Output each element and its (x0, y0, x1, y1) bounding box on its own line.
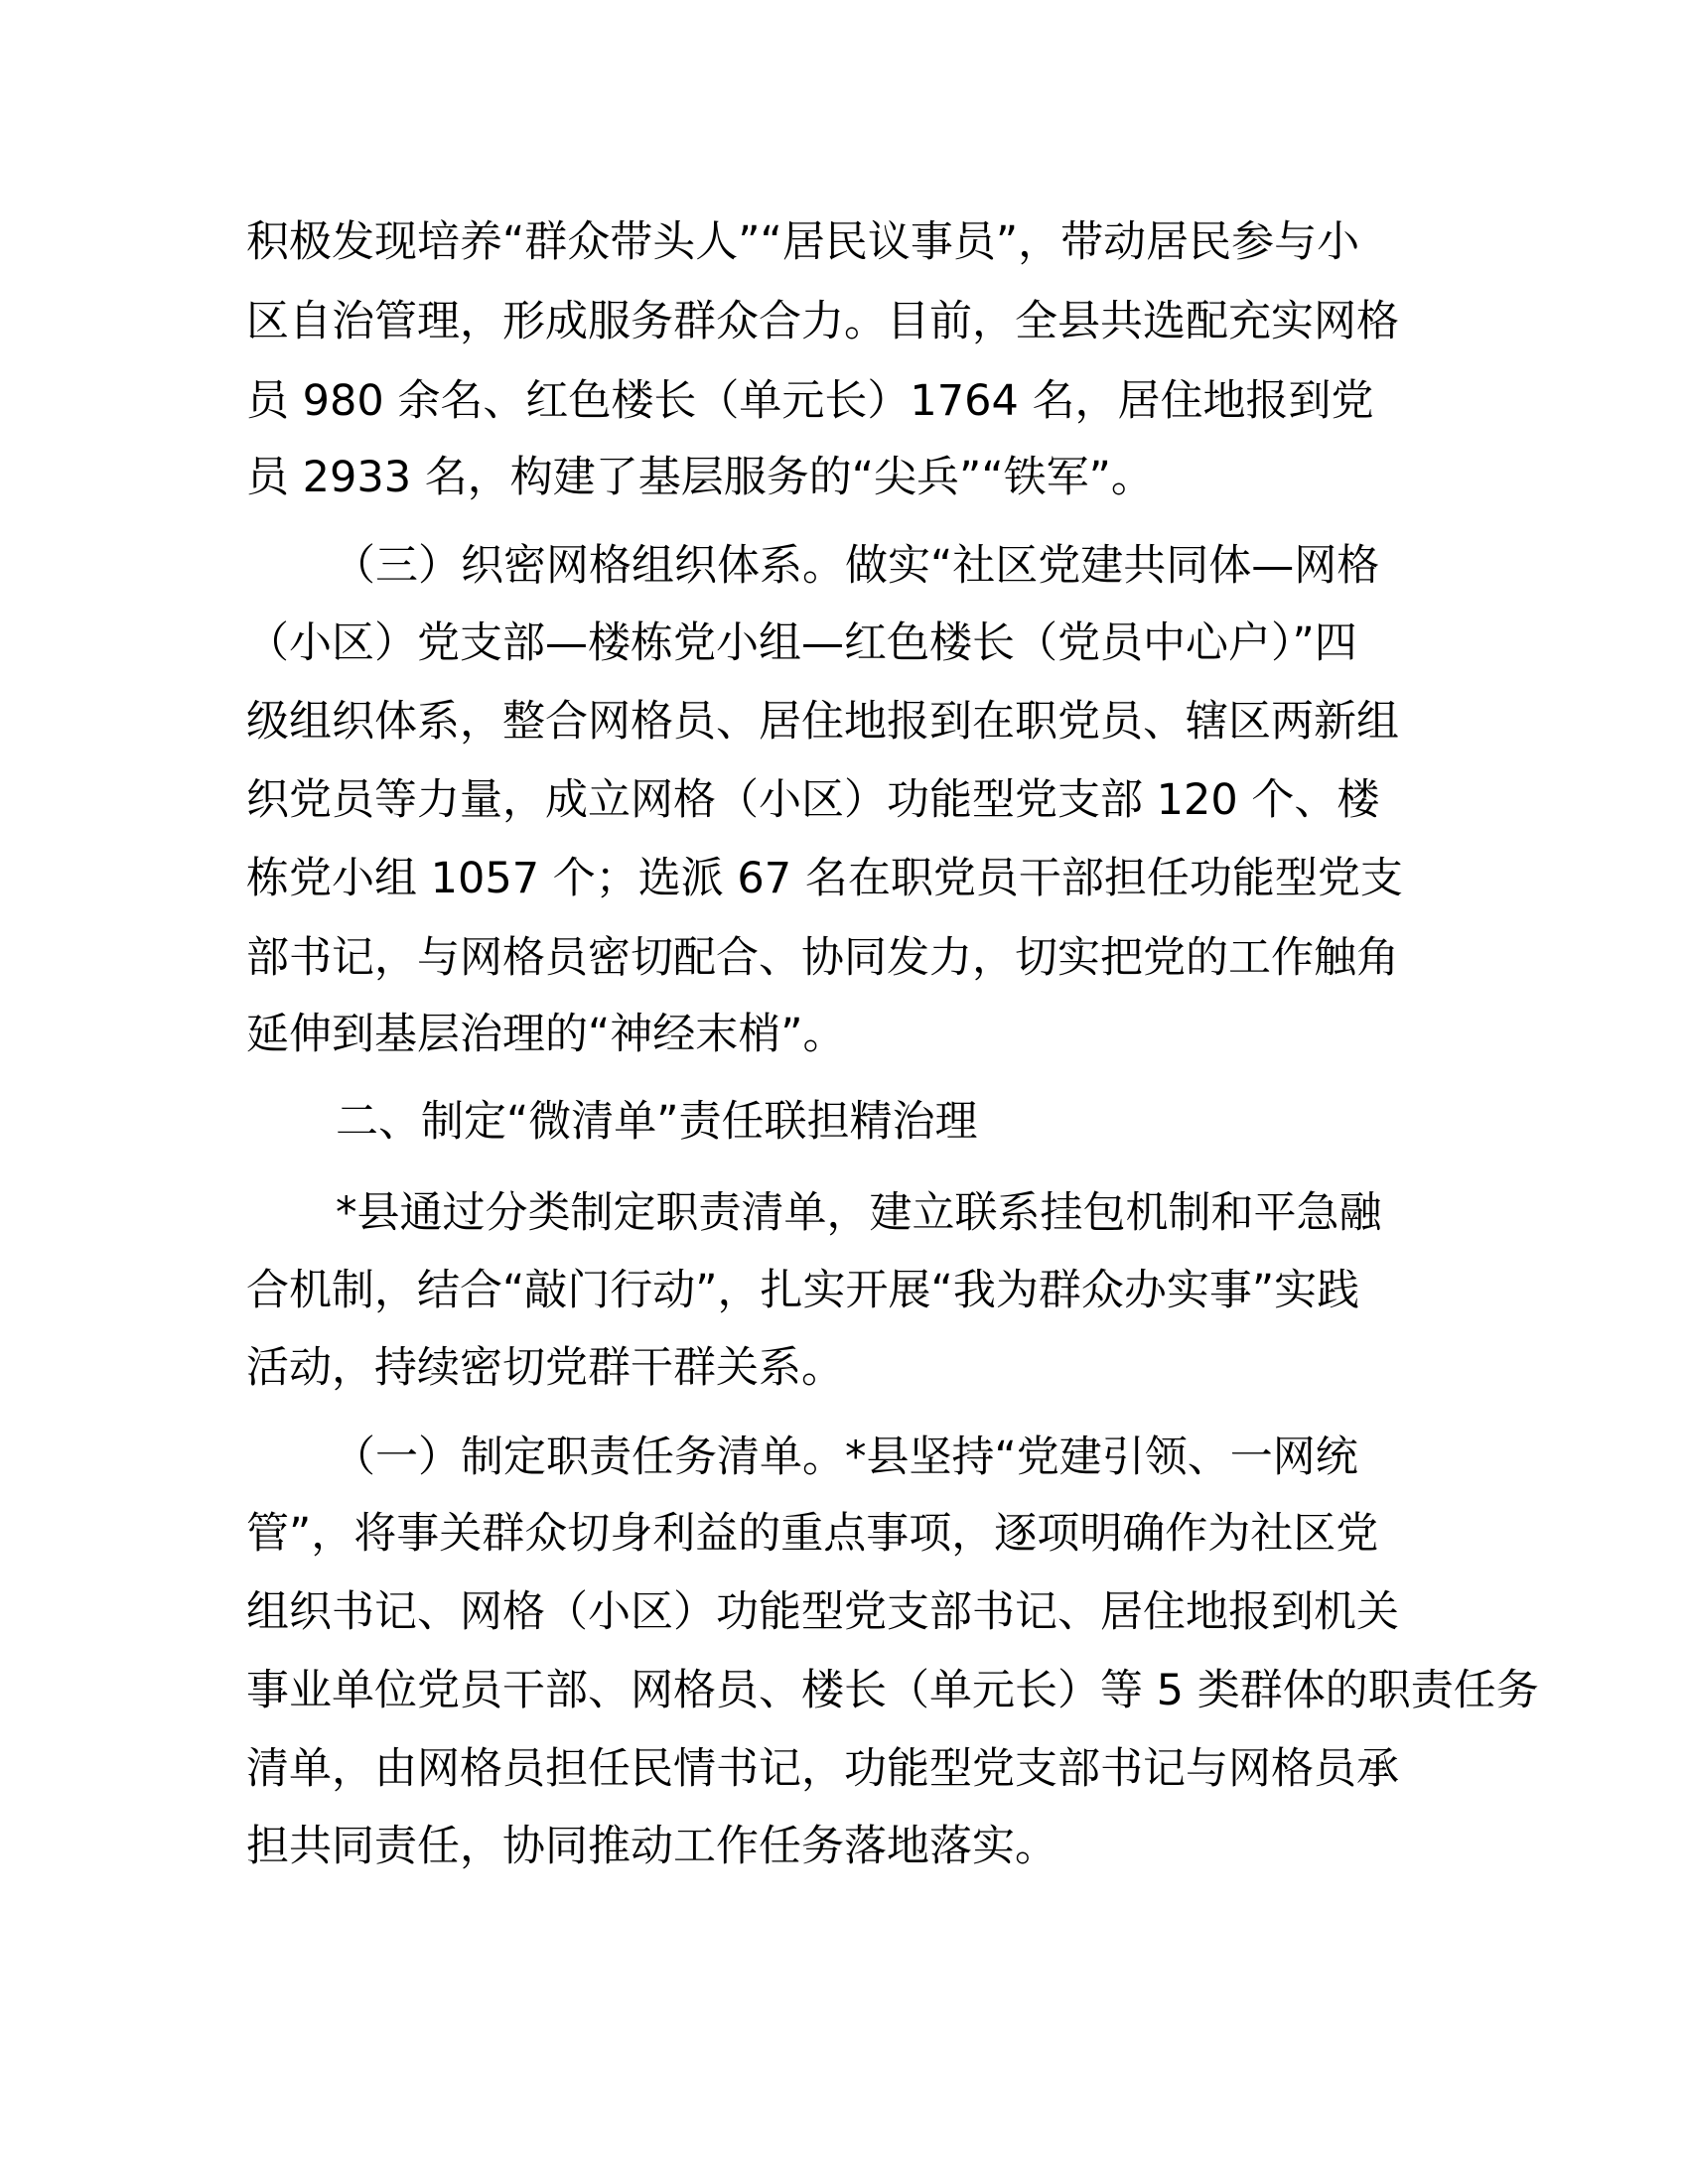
paragraph-line: 事业单位党员干部、网格员、楼长（单元长）等 5 类群体的职责任务 (246, 1666, 1539, 1715)
section-heading: 二、制定“微清单”责任联担精治理 (336, 1097, 978, 1147)
paragraph-line: 担共同责任，协同推动工作任务落地落实。 (246, 1822, 1057, 1871)
paragraph-line: 组织书记、网格（小区）功能型党支部书记、居住地报到机关 (246, 1587, 1399, 1637)
paragraph-line: （小区）党支部—楼栋党小组—红色楼长（党员中心户）”四 (246, 618, 1357, 668)
paragraph-line: 活动，持续密切党群干群关系。 (246, 1343, 844, 1393)
paragraph-line: 合机制，结合“敲门行动”，扎实开展“我为群众办实事”实践 (246, 1266, 1360, 1315)
paragraph-line: 管”，将事关群众切身利益的重点事项，逐项明确作为社区党 (246, 1509, 1379, 1559)
paragraph-line: 级组织体系，整合网格员、居住地报到在职党员、辖区两新组 (246, 697, 1399, 747)
paragraph-line: 延伸到基层治理的“神经末梢”。 (246, 1010, 846, 1059)
paragraph-line: 部书记，与网格员密切配合、协同发力，切实把党的工作触角 (246, 933, 1399, 983)
subsection-heading-line: （三）织密网格组织体系。做实“社区党建共同体—网格 (333, 541, 1380, 591)
paragraph-line: 区自治管理，形成服务群众合力。目前，全县共选配充实网格 (246, 297, 1399, 346)
paragraph-line: 清单，由网格员担任民情书记，功能型党支部书记与网格员承 (246, 1744, 1399, 1794)
subsection-heading-line: （一）制定职责任务清单。*县坚持“党建引领、一网统 (333, 1433, 1358, 1482)
paragraph-line: 积极发现培养“群众带头人”“居民议事员”，带动居民参与小 (246, 217, 1360, 267)
paragraph-line: 员 980 余名、红色楼长（单元长）1764 名，居住地报到党 (246, 376, 1374, 426)
paragraph-line: 栋党小组 1057 个；选派 67 名在职党员干部担任功能型党支 (246, 854, 1403, 903)
paragraph-line: 织党员等力量，成立网格（小区）功能型党支部 120 个、楼 (246, 775, 1380, 825)
paragraph-line: 员 2933 名，构建了基层服务的“尖兵”“铁军”。 (246, 453, 1154, 502)
paragraph-line: *县通过分类制定职责清单，建立联系挂包机制和平急融 (336, 1188, 1382, 1238)
